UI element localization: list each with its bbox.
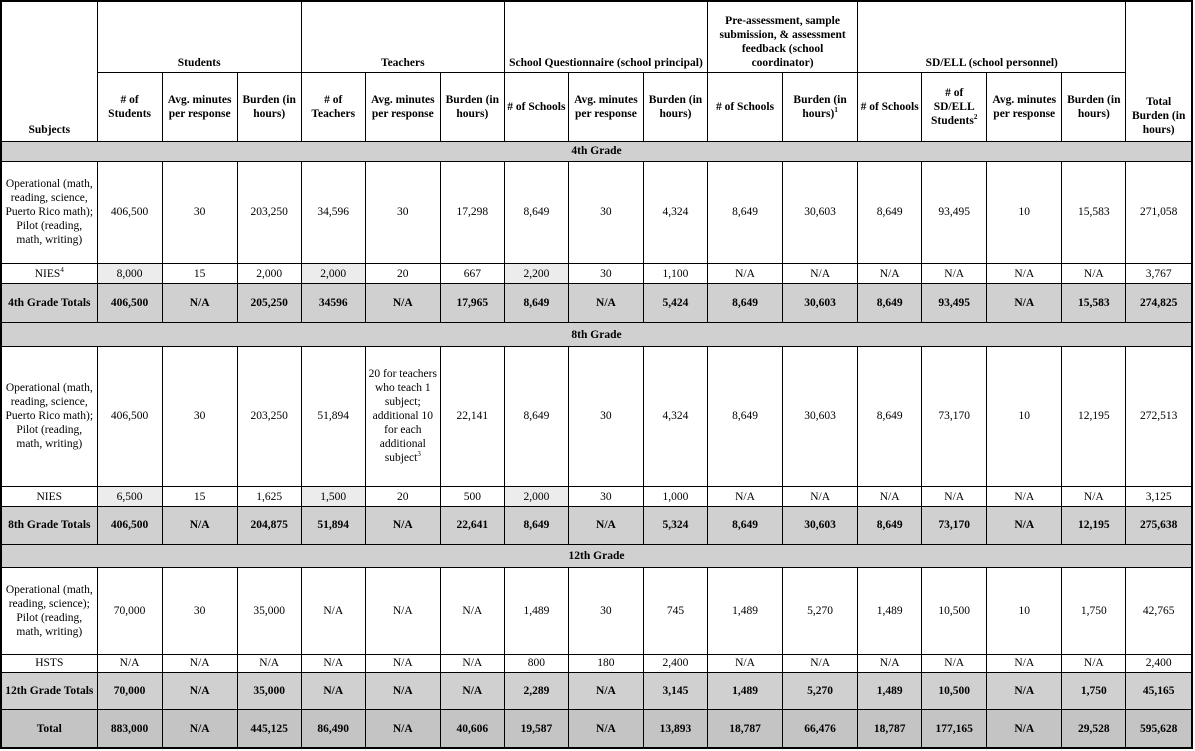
cell: 406,500: [97, 284, 162, 323]
cell: 30: [162, 161, 237, 263]
cell: N/A: [708, 654, 783, 672]
cell: 15,583: [1062, 161, 1126, 263]
total-burden-header: Total Burden (in hours): [1126, 1, 1192, 141]
cell: 30,603: [783, 346, 858, 486]
cell: 70,000: [97, 567, 162, 654]
cell: 8,649: [708, 161, 783, 263]
cell: 4,324: [643, 346, 707, 486]
cell: 5,270: [783, 567, 858, 654]
cell: 30,603: [783, 507, 858, 544]
cell: N/A: [365, 710, 440, 748]
row-label: 8th Grade Totals: [1, 507, 97, 544]
cell: 30,603: [783, 284, 858, 323]
table-row: [1, 161, 1192, 263]
cell: N/A: [568, 710, 643, 748]
cell: 500: [440, 487, 504, 507]
footnote-1: 1: [834, 105, 838, 114]
cell: 800: [504, 654, 568, 672]
cell: 2,289: [504, 672, 568, 709]
cell: 8,649: [504, 161, 568, 263]
cell: 203,250: [237, 346, 301, 486]
sdell-avg-minutes-header: Avg. minutes per response: [987, 73, 1062, 142]
cell: 51,894: [301, 507, 365, 544]
cell: N/A: [987, 487, 1062, 507]
totals-row: [1, 507, 1192, 544]
cell: N/A: [922, 654, 987, 672]
cell: N/A: [568, 507, 643, 544]
nies-label: NIES: [34, 267, 61, 280]
table-row: [1, 567, 1192, 654]
totals-row: [1, 672, 1192, 709]
cell: N/A: [365, 654, 440, 672]
cell: 3,145: [643, 672, 707, 709]
cell: 45,165: [1126, 672, 1192, 709]
cell: 73,170: [922, 507, 987, 544]
totals-row: [1, 284, 1192, 323]
table-row: [1, 263, 1192, 283]
footnote-4: 4: [60, 265, 64, 274]
cell: 30: [365, 161, 440, 263]
subjects-header: Subjects: [1, 1, 97, 141]
cell: 2,400: [1126, 654, 1192, 672]
cell: N/A: [1062, 263, 1126, 283]
cell: 12,195: [1062, 346, 1126, 486]
cell: 3,767: [1126, 263, 1192, 283]
cell: 86,490: [301, 710, 365, 748]
grade-4-title: 4th Grade: [1, 141, 1192, 161]
row-label: Total: [1, 710, 97, 748]
cell: 8,649: [858, 284, 922, 323]
cell: 5,324: [643, 507, 707, 544]
cell: N/A: [568, 672, 643, 709]
sdell-group-header: SD/ELL (school personnel): [858, 1, 1126, 73]
cell: N/A: [162, 672, 237, 709]
cell: N/A: [783, 263, 858, 283]
sq-burden-header: Burden (in hours): [643, 73, 707, 142]
table-row: [1, 654, 1192, 672]
cell: N/A: [162, 284, 237, 323]
cell: 271,058: [1126, 161, 1192, 263]
cell: 205,250: [237, 284, 301, 323]
cell: 40,606: [440, 710, 504, 748]
grand-total-row: [1, 710, 1192, 748]
cell: 15: [162, 263, 237, 283]
cell: N/A: [858, 487, 922, 507]
students-group-header: Students: [97, 1, 301, 73]
teachers-group-header: Teachers: [301, 1, 504, 73]
cell: 8,649: [504, 346, 568, 486]
cell: N/A: [440, 672, 504, 709]
cell: N/A: [987, 654, 1062, 672]
students-burden-header: Burden (in hours): [237, 73, 301, 142]
num-students-header: # of Students: [97, 73, 162, 142]
cell: N/A: [365, 567, 440, 654]
cell: 1,750: [1062, 567, 1126, 654]
cell: 10: [987, 161, 1062, 263]
cell: 1,489: [708, 567, 783, 654]
grade-8-title: 8th Grade: [1, 323, 1192, 346]
row-label: HSTS: [1, 654, 97, 672]
cell: 1,500: [301, 487, 365, 507]
cell: N/A: [987, 263, 1062, 283]
cell: N/A: [365, 284, 440, 323]
cell: 17,965: [440, 284, 504, 323]
cell: 34,596: [301, 161, 365, 263]
cell: N/A: [568, 284, 643, 323]
cell: N/A: [301, 654, 365, 672]
footnote-3: 3: [417, 450, 421, 459]
cell: 22,641: [440, 507, 504, 544]
cell: 406,500: [97, 507, 162, 544]
cell: N/A: [301, 672, 365, 709]
cell: 1,489: [858, 672, 922, 709]
cell: 883,000: [97, 710, 162, 748]
cell: 204,875: [237, 507, 301, 544]
cell: 51,894: [301, 346, 365, 486]
cell: 30: [568, 346, 643, 486]
pre-num-schools-header: # of Schools: [708, 73, 783, 142]
row-label: 12th Grade Totals: [1, 672, 97, 709]
cell: 93,495: [922, 284, 987, 323]
cell: 22,141: [440, 346, 504, 486]
cell: 42,765: [1126, 567, 1192, 654]
school-questionnaire-group-header: School Questionnaire (school principal): [504, 1, 707, 73]
cell: 1,489: [708, 672, 783, 709]
cell: 2,000: [504, 487, 568, 507]
cell: 274,825: [1126, 284, 1192, 323]
cell: 2,200: [504, 263, 568, 283]
cell: 15: [162, 487, 237, 507]
cell: 1,100: [643, 263, 707, 283]
cell: 18,787: [858, 710, 922, 748]
cell: N/A: [783, 487, 858, 507]
row-label: 4th Grade Totals: [1, 284, 97, 323]
grade-12-title: 12th Grade: [1, 544, 1192, 567]
cell: N/A: [237, 654, 301, 672]
sq-num-schools-header: # of Schools: [504, 73, 568, 142]
cell: 445,125: [237, 710, 301, 748]
footnote-2: 2: [973, 112, 978, 121]
cell: N/A: [1062, 487, 1126, 507]
cell: 8,649: [858, 507, 922, 544]
cell: N/A: [301, 567, 365, 654]
cell: 30: [568, 567, 643, 654]
cell: 180: [568, 654, 643, 672]
cell: N/A: [858, 263, 922, 283]
cell: 2,000: [301, 263, 365, 283]
cell: 8,649: [858, 161, 922, 263]
cell: N/A: [97, 654, 162, 672]
cell: N/A: [987, 672, 1062, 709]
cell: 73,170: [922, 346, 987, 486]
cell: 4,324: [643, 161, 707, 263]
table-row: [1, 487, 1192, 507]
pre-assessment-group-header: Pre-assessment, sample submission, & assessment feedback (school coordinator): [708, 1, 858, 73]
cell: 12,195: [1062, 507, 1126, 544]
cell: N/A: [440, 654, 504, 672]
cell: 1,000: [643, 487, 707, 507]
cell: 8,649: [708, 346, 783, 486]
cell: 203,250: [237, 161, 301, 263]
teachers-burden-header: Burden (in hours): [440, 73, 504, 142]
cell: 8,000: [97, 263, 162, 283]
row-label: Operational (math, reading, science, Puerto Rico math); Pilot (reading, math, writing): [1, 161, 97, 263]
cell: 5,424: [643, 284, 707, 323]
cell: 595,628: [1126, 710, 1192, 748]
cell: 35,000: [237, 672, 301, 709]
cell: N/A: [365, 672, 440, 709]
cell: 10,500: [922, 672, 987, 709]
cell: N/A: [162, 507, 237, 544]
cell: 35,000: [237, 567, 301, 654]
cell: 272,513: [1126, 346, 1192, 486]
cell: 20: [365, 263, 440, 283]
cell: 93,495: [922, 161, 987, 263]
cell: N/A: [162, 710, 237, 748]
cell: N/A: [162, 654, 237, 672]
cell: 18,787: [708, 710, 783, 748]
cell: 6,500: [97, 487, 162, 507]
cell: 30: [568, 161, 643, 263]
cell: 34596: [301, 284, 365, 323]
cell: 177,165: [922, 710, 987, 748]
cell: N/A: [922, 487, 987, 507]
cell: 3,125: [1126, 487, 1192, 507]
cell: 30: [162, 346, 237, 486]
cell: 70,000: [97, 672, 162, 709]
cell: 19,587: [504, 710, 568, 748]
cell: 406,500: [97, 346, 162, 486]
row-label: [1, 263, 97, 283]
cell: [365, 346, 440, 486]
cell: 30: [568, 487, 643, 507]
pre-burden-header: [783, 73, 858, 142]
cell: 17,298: [440, 161, 504, 263]
table-row: [1, 346, 1192, 486]
teacher-minutes-note: 20 for teachers who teach 1 subject; additional 10 for each additional subject: [368, 368, 437, 465]
cell: N/A: [922, 263, 987, 283]
num-sdell-students-header: [922, 73, 987, 142]
cell: N/A: [987, 507, 1062, 544]
cell: N/A: [708, 263, 783, 283]
cell: 15,583: [1062, 284, 1126, 323]
cell: N/A: [858, 654, 922, 672]
num-teachers-header: # of Teachers: [301, 73, 365, 142]
cell: 20: [365, 487, 440, 507]
cell: N/A: [708, 487, 783, 507]
row-label: Operational (math, reading, science); Pilot (reading, math, writing): [1, 567, 97, 654]
cell: 30,603: [783, 161, 858, 263]
sdell-num-schools-header: # of Schools: [858, 73, 922, 142]
cell: 8,649: [858, 346, 922, 486]
cell: 66,476: [783, 710, 858, 748]
cell: 10,500: [922, 567, 987, 654]
cell: N/A: [987, 284, 1062, 323]
cell: 667: [440, 263, 504, 283]
cell: 30: [568, 263, 643, 283]
teachers-avg-minutes-header: Avg. minutes per response: [365, 73, 440, 142]
cell: 1,750: [1062, 672, 1126, 709]
cell: 10: [987, 567, 1062, 654]
cell: 275,638: [1126, 507, 1192, 544]
sq-avg-minutes-header: Avg. minutes per response: [568, 73, 643, 142]
cell: 13,893: [643, 710, 707, 748]
cell: 2,000: [237, 263, 301, 283]
num-sdell-label: # of SD/ELL Students: [931, 86, 975, 127]
cell: 8,649: [504, 507, 568, 544]
cell: 5,270: [783, 672, 858, 709]
pre-burden-label: Burden (in hours): [793, 93, 847, 120]
cell: 1,625: [237, 487, 301, 507]
cell: 8,649: [708, 284, 783, 323]
cell: N/A: [440, 567, 504, 654]
cell: 1,489: [858, 567, 922, 654]
sdell-burden-header: Burden (in hours): [1062, 73, 1126, 142]
cell: 745: [643, 567, 707, 654]
row-label: Operational (math, reading, science, Puerto Rico math); Pilot (reading, math, writing): [1, 346, 97, 486]
row-label: NIES: [1, 487, 97, 507]
cell: N/A: [987, 710, 1062, 748]
cell: N/A: [783, 654, 858, 672]
cell: 8,649: [504, 284, 568, 323]
cell: N/A: [365, 507, 440, 544]
cell: 2,400: [643, 654, 707, 672]
students-avg-minutes-header: Avg. minutes per response: [162, 73, 237, 142]
cell: N/A: [1062, 654, 1126, 672]
cell: 29,528: [1062, 710, 1126, 748]
cell: 406,500: [97, 161, 162, 263]
cell: 10: [987, 346, 1062, 486]
cell: 1,489: [504, 567, 568, 654]
cell: 30: [162, 567, 237, 654]
cell: 8,649: [708, 507, 783, 544]
